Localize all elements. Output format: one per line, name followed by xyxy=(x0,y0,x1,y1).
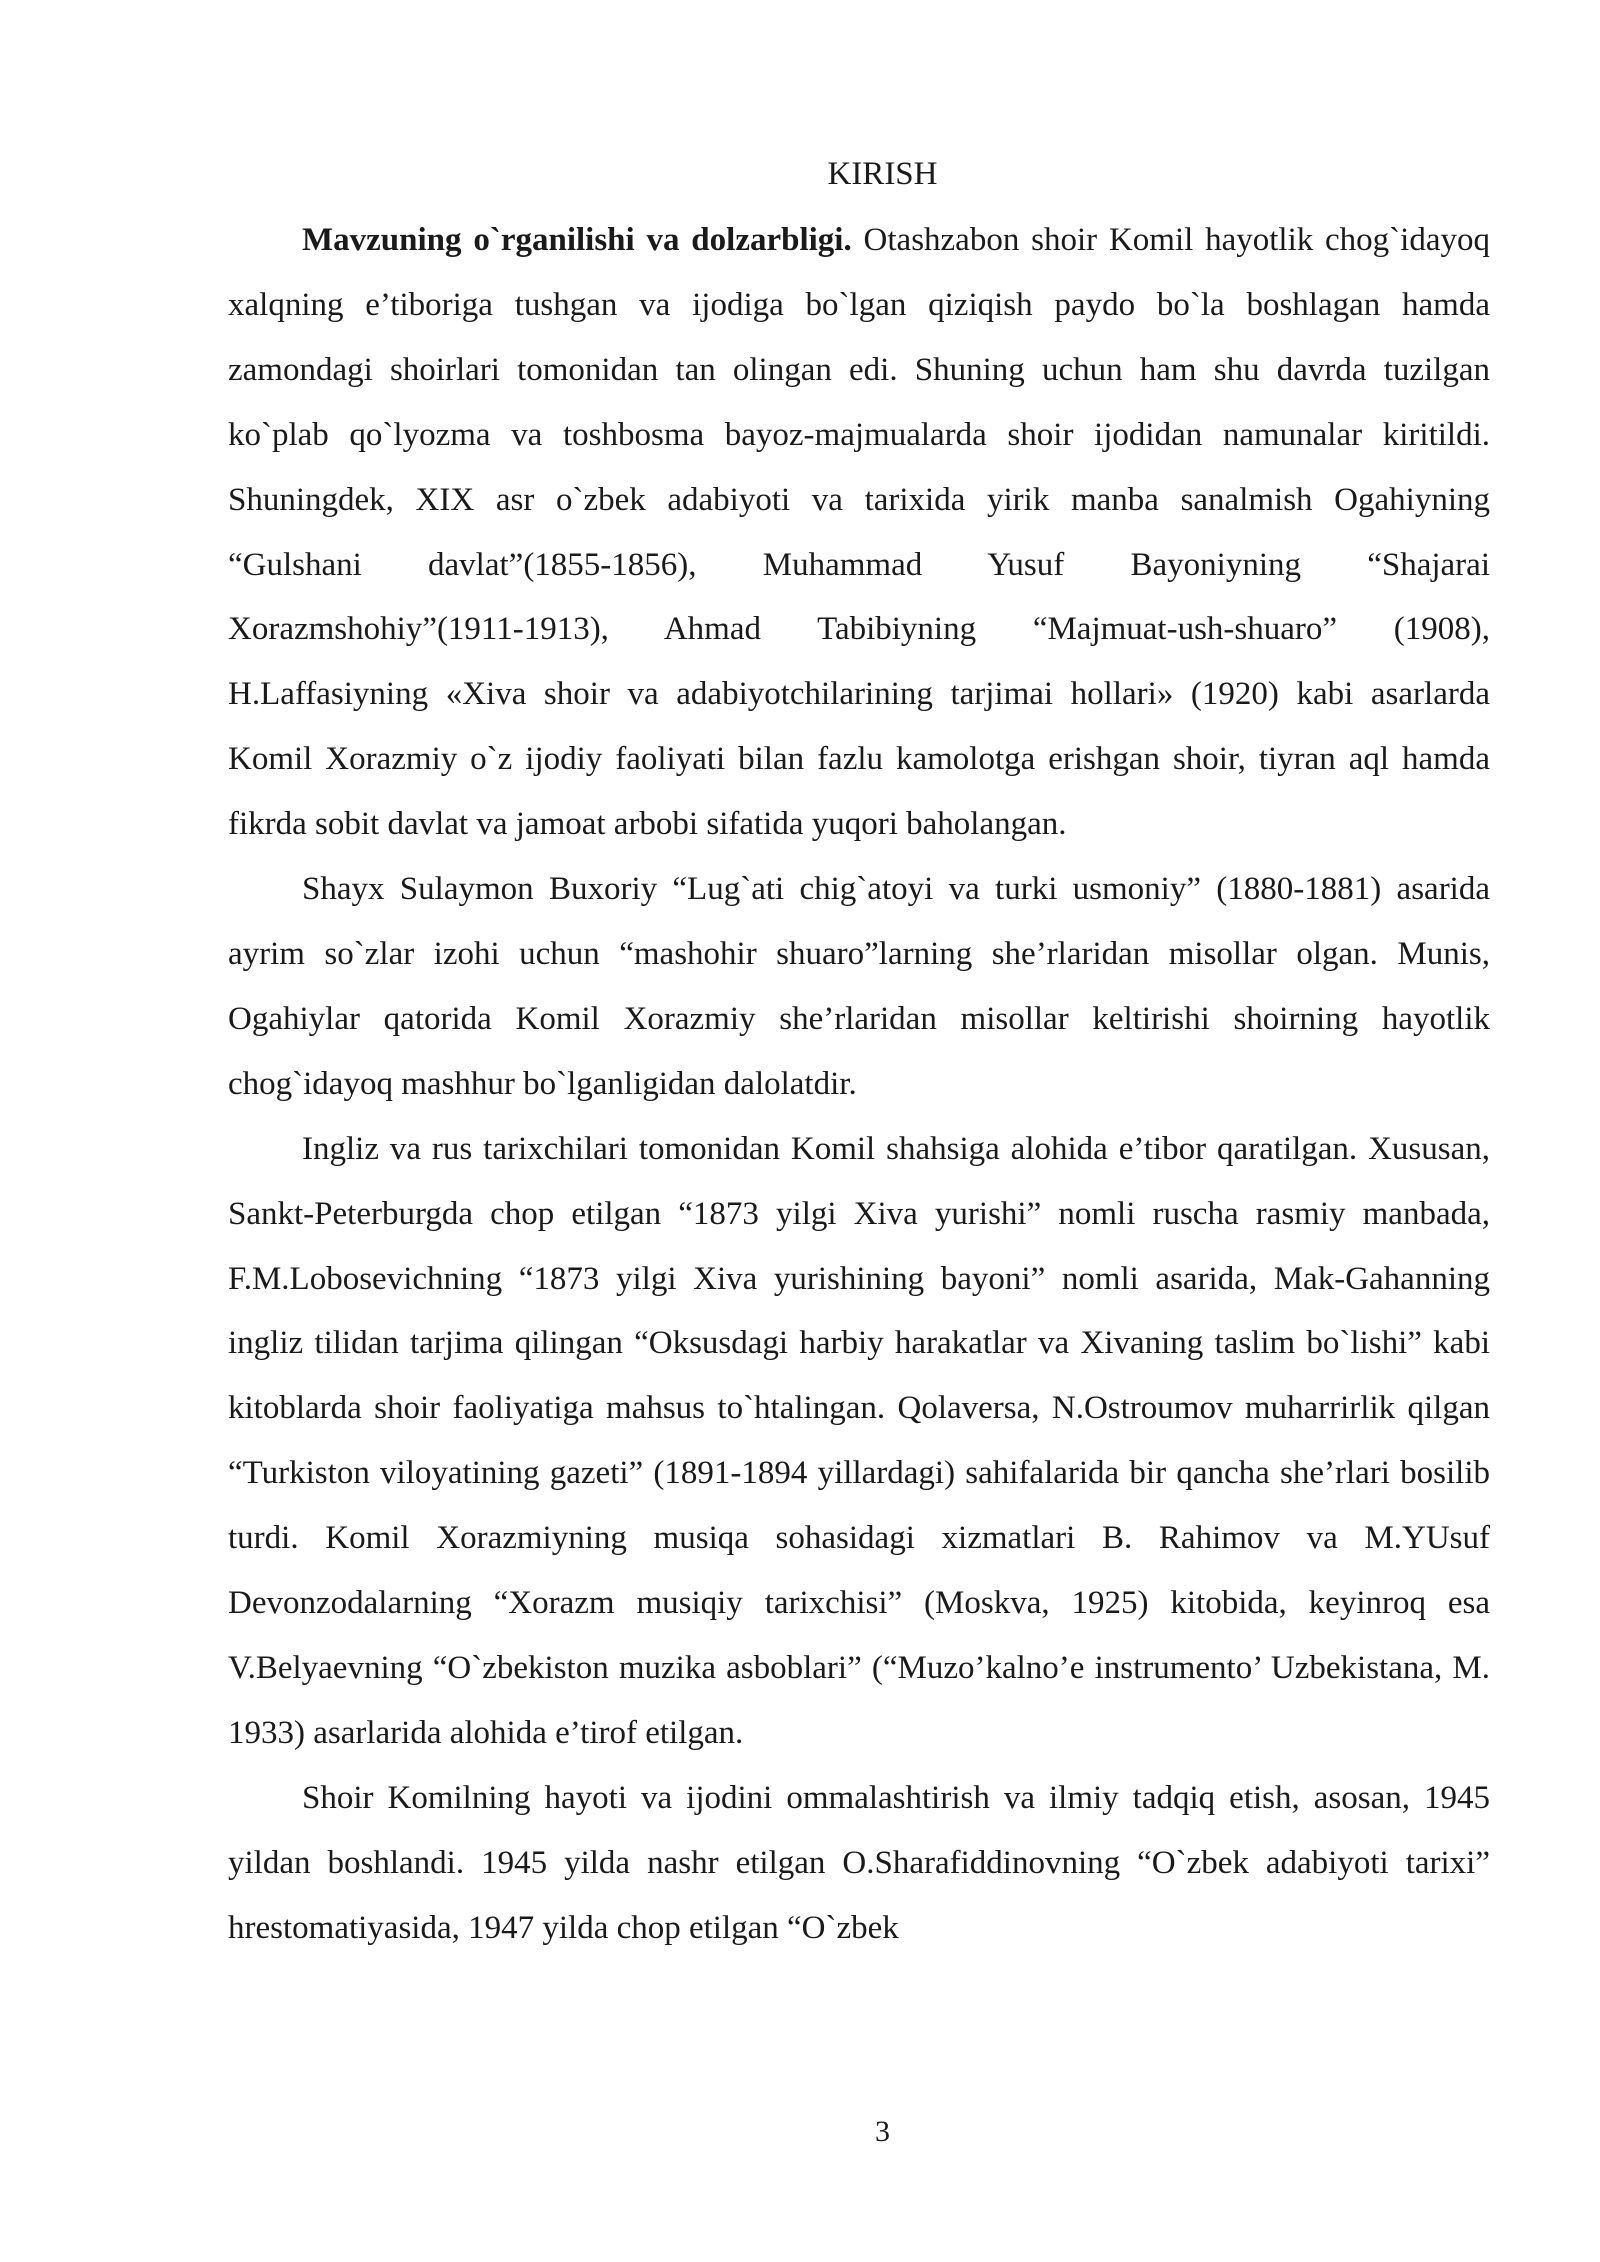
page-number: 3 xyxy=(875,2115,890,2148)
paragraph-relevance xyxy=(228,208,1490,857)
body-text xyxy=(228,208,1490,1960)
paragraph-research: Shoir Komilning hayoti va ijodini ommalashtirish va ilmiy tadqiq etish, asosan, 1945 yildan boshlandi. 1945 yilda nashr etilgan O.Sharafiddinovning “O`zbek adabiyoti tarixi” hrestomatiyasida, 1947 yilda chop etilgan “O`zbek xyxy=(228,1779,1490,1946)
paragraph-text: Otashzabon shoir Komil hayotlik chog`idayoq xalqning e’tiboriga tushgan va ijodiga bo`lgan qiziqish paydo bo`la boshlagan hamda zamondagi shoirlari tomonidan tan olingan edi. Shuning uchun ham shu davrda tuzilgan ko`plab qo`lyozma va toshbosma bayoz-majmualarda shoir ijodidan namunalar kiritildi. Shuningdek, XIX asr o`zbek adabiyoti va tarixida yirik manba sanalmish Ogahiyning “Gulshani davlat”(1855-1856), Muhammad Yusuf Bayoniyning “Shajarai Xorazmshohiy”(1911-1913), Ahmad Tabibiyning “Majmuat-ush-shuaro” (1908), H.Laffasiyning «Xiva shoir va adabiyotchilarining tarjimai hollari» (1920) kabi asarlarda Komil Xorazmiy o`z ijodiy faoliyati bilan fazlu kamolotga erishgan shoir, tiyran aql hamda fikrda sobit davlat va jamoat arbobi sifatida yuqori baholangan. xyxy=(228,222,1490,843)
page-heading: KIRISH xyxy=(827,156,938,192)
paragraph-lead: Mavzuning o`rganilishi va dolzarbligi. xyxy=(302,222,852,258)
paragraph-historians: Ingliz va rus tarixchilari tomonidan Komil shahsiga alohida e’tibor qaratilgan. Xususan, Sankt-Peterburgda chop etilgan “1873 yilgi Xiva yurishi” nomli ruscha rasmiy manbada, F.M.Lobosevichning “1873 yilgi Xiva yurishining bayoni” nomli asarida, Mak-Gahanning ingliz tilidan tarjima qilingan “Oksusdagi harbiy harakatlar va Xivaning taslim bo`lishi” kabi kitoblarda shoir faoliyatiga mahsus to`htalingan. Qolaversa, N.Ostroumov muharrirlik qilgan “Turkiston viloyatining gazeti” (1891-1894 yillardagi) sahifalarida bir qancha she’rlari bosilib turdi. Komil Xorazmiyning musiqa sohasidagi xizmatlari B. Rahimov va M.YUsuf Devonzodalarning “Xorazm musiqiy tarixchisi” (Moskva, 1925) kitobida, keyinroq esa V.Belyaevning “O`zbekiston muzika asboblari” (“Muzo’kalno’e instrumento’ Uzbekistana, M. 1933) asarlarida alohida e’tirof etilgan. xyxy=(228,1130,1490,1751)
paragraph-buxoriy: Shayx Sulaymon Buxoriy “Lug`ati chig`atoyi va turki usmoniy” (1880-1881) asarida ayrim so`zlar izohi uchun “mashohir shuaro”larning she’rlaridan misollar olgan. Munis, Ogahiylar qatorida Komil Xorazmiy she’rlaridan misollar keltirishi shoirning hayotlik chog`idayoq mashhur bo`lganligidan dalolatdir. xyxy=(228,871,1490,1102)
